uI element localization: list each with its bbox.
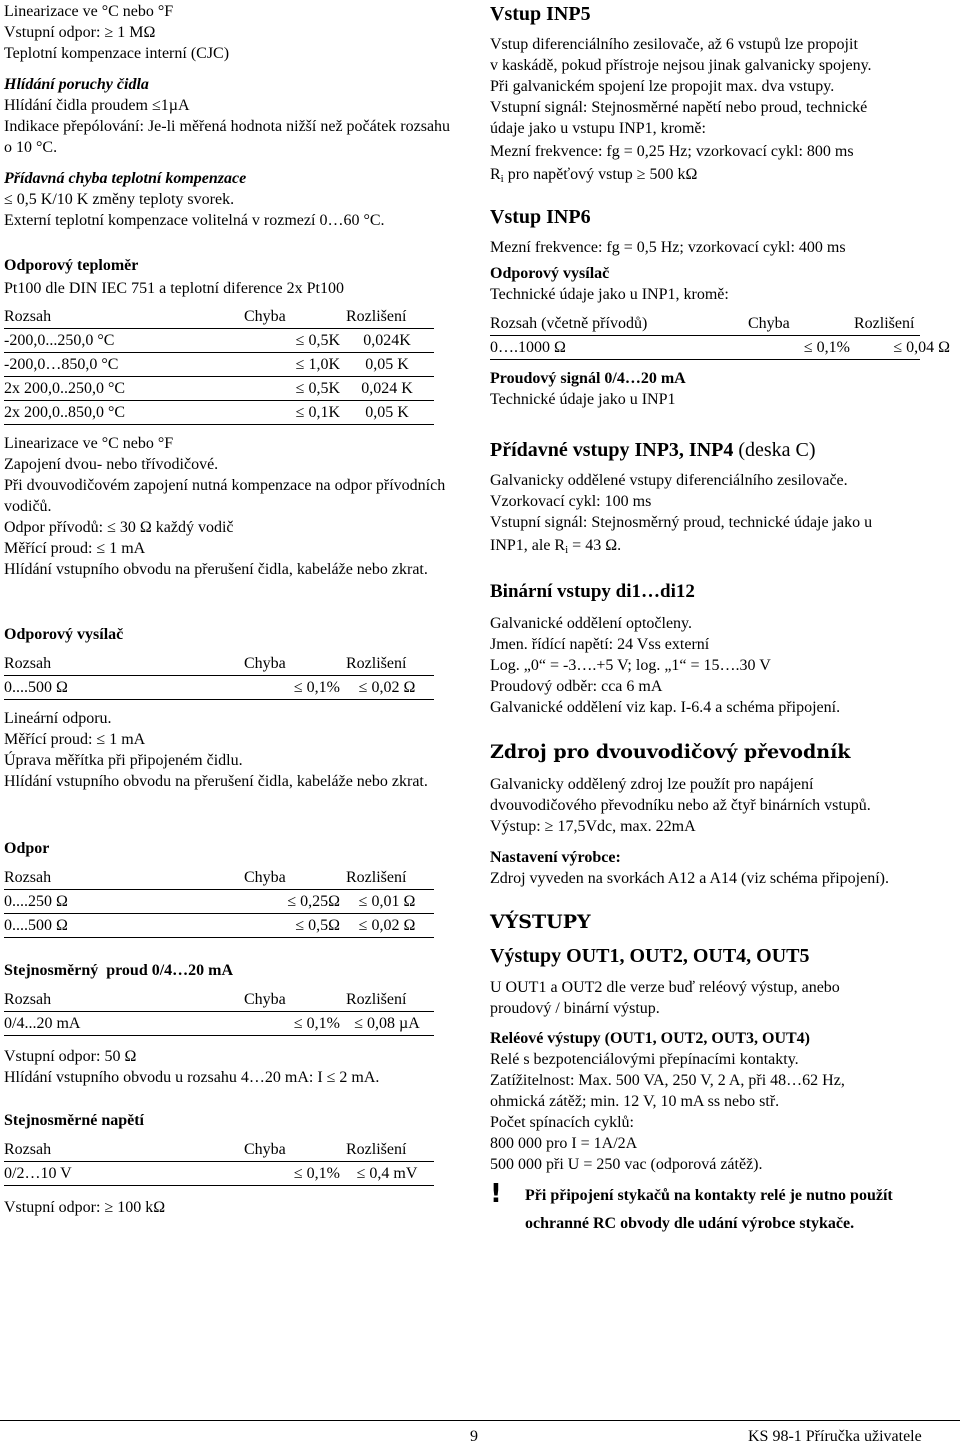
col-error: Chyba — [244, 991, 286, 1008]
inp5-line: Při galvanickém spojení lze propojit max. dva vstupy. — [490, 78, 835, 95]
aux-last-suffix: = 43 Ω. — [568, 537, 622, 554]
col-resolution: Rozlišení — [346, 1141, 407, 1158]
cell-error: ≤ 0,5K — [295, 380, 340, 397]
relay-line: 500 000 při U = 250 vac (odporová zátěž). — [490, 1156, 763, 1173]
intro-line: Teplotní kompenzace interní (CJC) — [4, 45, 230, 62]
table-header — [490, 312, 920, 336]
inp5-heading: Vstup INP5 — [490, 3, 591, 25]
warning-icon: ! — [490, 1179, 502, 1209]
cell-resolution: 0,05 K — [365, 356, 409, 373]
binary-section — [490, 580, 840, 718]
col-error: Chyba — [244, 1141, 286, 1158]
rtd-heading: Odporový teploměr — [4, 257, 139, 274]
rtd-note: Odpor přívodů: ≤ 30 Ω každý vodič — [4, 519, 234, 536]
rtd-note: Zapojení dvou- nebo třívodičové. — [4, 456, 219, 473]
cell-range: 0....500 Ω — [4, 679, 68, 696]
dc-current-note: Vstupní odpor: 50 Ω — [4, 1048, 137, 1065]
supply-heading: Zdroj pro dvouvodičový převodník — [490, 741, 851, 763]
doc-title: KS 98-1 Příručka uživatele — [748, 1428, 922, 1445]
relay-heading: Reléové výstupy (OUT1, OUT2, OUT3, OUT4) — [490, 1030, 810, 1047]
cell-error: ≤ 0,5Ω — [295, 917, 340, 934]
cell-range: -200,0…850,0 °C — [4, 356, 119, 373]
col-range: Rozsah (včetně přívodů) — [490, 315, 648, 332]
intro-line: Linearizace ve °C nebo °F — [4, 3, 174, 20]
table-row — [4, 353, 434, 377]
cell-resolution: ≤ 0,01 Ω — [358, 893, 416, 910]
table-row — [4, 1162, 434, 1186]
inp5-line: Vstupní signál: Stejnosměrné napětí nebo proud, technické — [490, 99, 868, 116]
supply-section — [490, 740, 889, 889]
cell-resolution: ≤ 0,08 µA — [354, 1015, 420, 1032]
table-row — [4, 329, 434, 353]
warning-note — [490, 1179, 893, 1238]
fault-heading: Hlídání poruchy čidla — [4, 76, 149, 93]
outputs-heading: VÝSTUPY — [490, 911, 591, 933]
inp6-transmitter-heading: Odporový vysílač — [490, 265, 610, 282]
cell-error: ≤ 0,1% — [293, 679, 340, 696]
warning-line: ochranné RC obvody dle udání výrobce stykače. — [525, 1215, 855, 1232]
col-range: Rozsah — [4, 655, 52, 672]
col-resolution: Rozlišení — [346, 655, 407, 672]
extra-error-heading: Přídavná chyba teplotní kompenzace — [4, 170, 247, 187]
col-resolution: Rozlišení — [346, 991, 407, 1008]
extra-error-line: Externí teplotní kompenzace volitelná v rozmezí 0…60 °C. — [4, 212, 385, 229]
cell-resolution: ≤ 0,4 mV — [356, 1165, 418, 1182]
cell-error: ≤ 0,5K — [295, 332, 340, 349]
inp5-line: údaje jako u vstupu INP1, kromě: — [490, 120, 706, 137]
table-header — [4, 1138, 434, 1162]
dc-voltage-heading: Stejnosměrné napětí — [4, 1112, 144, 1129]
dc-current-heading: Stejnosměrný proud 0/4…20 mA — [4, 962, 234, 979]
transmitter-heading: Odporový vysílač — [4, 626, 124, 643]
table-header — [4, 652, 434, 676]
table-row — [4, 377, 434, 401]
relay-line: Počet spínacích cyklů: — [490, 1114, 634, 1131]
fault-line: Indikace přepólování: Je-li měřená hodnota nižší než počátek rozsahu o 10 °C. — [4, 118, 451, 156]
binary-line: Log. „0“ = -3….+5 V; log. „1“ = 15….30 V — [490, 657, 771, 674]
table-row — [4, 890, 434, 914]
inp6-current-heading: Proudový signál 0/4…20 mA — [490, 370, 686, 387]
table-row — [4, 401, 434, 425]
table-header — [4, 988, 434, 1012]
cell-range: 0/4...20 mA — [4, 1015, 81, 1032]
aux-last-line — [490, 535, 872, 561]
table-row — [4, 1012, 434, 1036]
rtd-subheading: Pt100 dle DIN IEC 751 a teplotní diference 2x Pt100 — [4, 280, 344, 297]
col-range: Rozsah — [4, 1141, 52, 1158]
inp5-line: v kaskádě, pokud přístroje nejsou jinak galvanicky spojeny. — [490, 57, 872, 74]
col-range: Rozsah — [4, 869, 52, 886]
table-row — [4, 676, 434, 700]
aux-last-prefix: INP1, ale R — [490, 537, 566, 554]
col-error: Chyba — [244, 655, 286, 672]
dc-voltage-section — [4, 1110, 454, 1218]
supply-line: dvouvodičového převodníku nebo až čtyř binárních vstupů. — [490, 797, 871, 814]
inp6-current-line: Technické údaje jako u INP1 — [490, 391, 676, 408]
inp6-heading: Vstup INP6 — [490, 206, 591, 228]
aux-line: Galvanicky oddělené vstupy diferenciálního zesilovače. — [490, 472, 848, 489]
relay-line: Zatížitelnost: Max. 500 VA, 250 V, 2 A, při 48…62 Hz, — [490, 1072, 845, 1089]
cell-range: 0….1000 Ω — [490, 339, 566, 356]
outputs-line: U OUT1 a OUT2 dle verze buď reléový výstup, anebo — [490, 979, 840, 996]
cell-range: 0....500 Ω — [4, 917, 68, 934]
binary-heading: Binární vstupy di1…di12 — [490, 581, 695, 602]
extra-error-line: ≤ 0,5 K/10 K změny teploty svorek. — [4, 191, 235, 208]
rtd-note: Měřící proud: ≤ 1 mA — [4, 540, 146, 557]
table-header — [4, 305, 434, 329]
cell-resolution: ≤ 0,04 Ω — [893, 339, 950, 356]
ri-prefix: R — [490, 166, 501, 183]
cell-error: ≤ 1,0K — [295, 356, 340, 373]
cell-error: ≤ 0,25Ω — [287, 893, 340, 910]
cell-error: ≤ 0,1% — [293, 1015, 340, 1032]
aux-heading — [490, 438, 872, 462]
col-resolution: Rozlišení — [854, 315, 915, 332]
resistance-heading: Odpor — [4, 840, 50, 857]
binary-line: Galvanické oddělení optočleny. — [490, 615, 692, 632]
cell-range: 0/2…10 V — [4, 1165, 72, 1182]
rtd-note: Linearizace ve °C nebo °F — [4, 435, 174, 452]
inp5-section — [490, 2, 872, 190]
rtd-note: Hlídání vstupního obvodu na přerušení čidla, kabeláže nebo zkrat. — [4, 561, 428, 578]
cell-error: ≤ 0,1% — [293, 1165, 340, 1182]
transmitter-note: Měřící proud: ≤ 1 mA — [4, 731, 146, 748]
binary-line: Proudový odběr: cca 6 mA — [490, 678, 663, 695]
inp6-line: Mezní frekvence: fg = 0,5 Hz; vzorkovací cykl: 400 ms — [490, 239, 846, 256]
cell-range: -200,0...250,0 °C — [4, 332, 115, 349]
outputs-subheading: Výstupy OUT1, OUT2, OUT4, OUT5 — [490, 945, 810, 967]
rtd-section — [4, 255, 454, 580]
inp5-line: Mezní frekvence: fg = 0,25 Hz; vzorkovací cykl: 800 ms — [490, 143, 854, 160]
aux-line: Vzorkovací cykl: 100 ms — [490, 493, 652, 510]
resistance-section — [4, 838, 454, 938]
rtd-note: Při dvouvodičovém zapojení nutná kompenzace na odpor přívodních vodičů. — [4, 477, 446, 515]
col-error: Chyba — [244, 869, 286, 886]
cell-range: 2x 200,0..850,0 °C — [4, 404, 126, 421]
aux-last-sub: i — [565, 544, 569, 556]
aux-section — [490, 438, 872, 561]
dc-current-note: Hlídání vstupního obvodu u rozsahu 4…20 mA: I ≤ 2 mA. — [4, 1069, 380, 1086]
rtd-table — [4, 305, 454, 425]
cell-resolution: 0,024 K — [361, 380, 413, 397]
relay-line: Relé s bezpotenciálovými přepínacími kontakty. — [490, 1051, 799, 1068]
inp5-ri-line — [490, 164, 872, 190]
factory-line: Zdroj vyveden na svorkách A12 a A14 (viz schéma připojení). — [490, 870, 889, 887]
footer-divider — [0, 1420, 960, 1421]
binary-line: Jmen. řídící napětí: 24 Vss externí — [490, 636, 710, 653]
col-error: Chyba — [244, 308, 286, 325]
dc-current-section — [4, 960, 454, 1088]
cell-error: ≤ 0,1K — [295, 404, 340, 421]
col-range: Rozsah — [4, 991, 52, 1008]
cell-resolution: ≤ 0,02 Ω — [358, 679, 416, 696]
inp5-line: Vstup diferenciálního zesilovače, až 6 vstupů lze propojit — [490, 36, 858, 53]
inp6-section — [490, 205, 950, 410]
fault-line: Hlídání čidla proudem ≤1µA — [4, 97, 190, 114]
table-row — [4, 914, 434, 938]
binary-line: Galvanické oddělení viz kap. I-6.4 a schéma připojení. — [490, 699, 841, 716]
table-header — [4, 866, 434, 890]
col-range: Rozsah — [4, 308, 52, 325]
transmitter-note: Lineární odporu. — [4, 710, 112, 727]
outputs-line: proudový / binární výstup. — [490, 1000, 660, 1017]
transmitter-note: Úprava měřítka při připojeném čidlu. — [4, 752, 243, 769]
col-resolution: Rozlišení — [346, 308, 407, 325]
transmitter-section — [4, 624, 454, 792]
transmitter-note: Hlídání vstupního obvodu na přerušení čidla, kabeláže nebo zkrat. — [4, 773, 428, 790]
cell-range: 0....250 Ω — [4, 893, 68, 910]
relay-line: ohmická zátěž; min. 12 V, 10 mA ss nebo stř. — [490, 1093, 780, 1110]
cell-range: 2x 200,0..250,0 °C — [4, 380, 126, 397]
table-row — [490, 336, 950, 360]
relay-line: 800 000 pro I = 1A/2A — [490, 1135, 638, 1152]
cell-resolution: ≤ 0,02 Ω — [358, 917, 416, 934]
col-error: Chyba — [748, 315, 790, 332]
cell-resolution: 0,05 K — [365, 404, 409, 421]
supply-line: Výstup: ≥ 17,5Vdc, max. 22mA — [490, 818, 696, 835]
dc-voltage-note: Vstupní odpor: ≥ 100 kΩ — [4, 1199, 166, 1216]
intro-line: Vstupní odpor: ≥ 1 MΩ — [4, 24, 156, 41]
inp6-transmitter-line: Technické údaje jako u INP1, kromě: — [490, 286, 729, 303]
ri-suffix: pro napěťový vstup ≥ 500 kΩ — [503, 166, 698, 183]
supply-line: Galvanicky oddělený zdroj lze použít pro napájení — [490, 776, 814, 793]
aux-heading-normal: (deska C) — [733, 439, 816, 461]
cell-error: ≤ 0,1% — [803, 339, 850, 356]
aux-line: Vstupní signál: Stejnosměrný proud, technické údaje jako u — [490, 514, 873, 531]
factory-heading: Nastavení výrobce: — [490, 849, 621, 866]
col-resolution: Rozlišení — [346, 869, 407, 886]
ri-sub: i — [500, 173, 504, 185]
page-number: 9 — [470, 1428, 478, 1445]
cell-resolution: 0,024K — [363, 332, 411, 349]
outputs-section — [490, 910, 893, 1238]
aux-heading-bold: Přídavné vstupy INP3, INP4 — [490, 439, 734, 461]
warning-line: Při připojení stykačů na kontakty relé je nutno použít — [525, 1187, 893, 1204]
